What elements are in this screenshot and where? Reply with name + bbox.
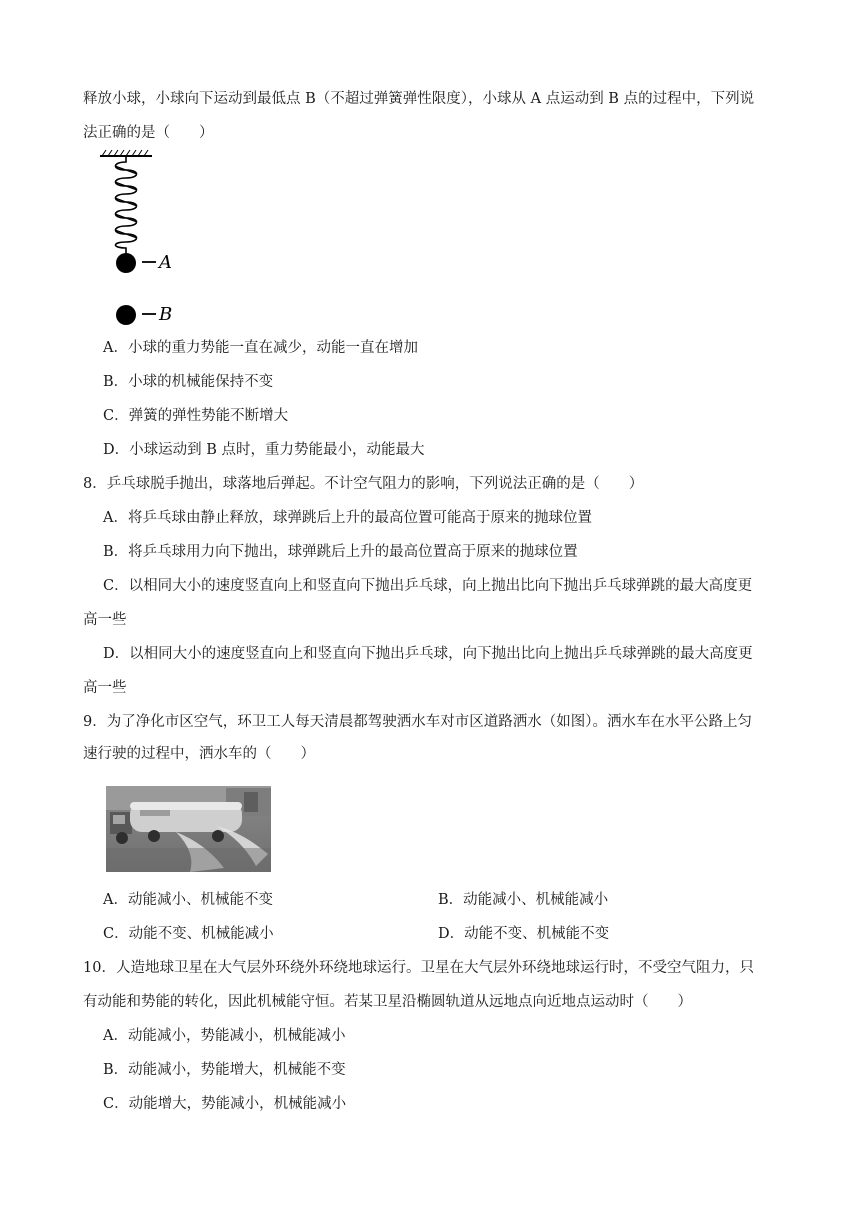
q9-stem-line2: 速行驶的过程中，洒水车的（ ） (83, 746, 315, 762)
q9-option-c: C．动能不变、机械能减小 (103, 926, 274, 942)
q8-option-c-line2: 高一些 (83, 612, 127, 628)
q8-option-a: A．将乒乓球由静止释放，球弹跳后上升的最高位置可能高于原来的抛球位置 (103, 510, 592, 526)
q7-option-b: B．小球的机械能保持不变 (103, 374, 274, 390)
q8-option-d-line2: 高一些 (83, 680, 127, 696)
q8-option-b: B．将乒乓球用力向下抛出，球弹跳后上升的最高位置高于原来的抛球位置 (103, 544, 578, 560)
ball-position-b (116, 305, 136, 325)
q9-option-a: A．动能减小、机械能不变 (103, 892, 273, 908)
q7-stem-line2: 法正确的是（ ） (83, 125, 214, 141)
q10-option-a: A．动能减小，势能减小，机械能减小 (103, 1028, 346, 1044)
q10-option-b: B．动能减小，势能增大，机械能不变 (103, 1062, 346, 1078)
q10-option-c: C．动能增大，势能减小，机械能减小 (103, 1096, 347, 1112)
ball-position-a (116, 253, 136, 273)
label-b: B (159, 304, 173, 325)
q10-stem-line1: 10．人造地球卫星在大气层外环绕外环绕地球运行。卫星在大气层外环绕地球运行时，不受空气阻力，只 (83, 960, 754, 976)
q10-stem-line2: 有动能和势能的转化，因此机械能守恒。若某卫星沿椭圆轨道从远地点向近地点运动时（ ） (83, 994, 692, 1010)
q7-option-c: C．弹簧的弹性势能不断增大 (103, 408, 289, 424)
q8-stem: 8．乒乓球脱手抛出，球落地后弹起。不计空气阻力的影响，下列说法正确的是（ ） (83, 476, 644, 492)
q7-stem-line1: 释放小球，小球向下运动到最低点 B（不超过弹簧弹性限度），小球从 A 点运动到 B 点的过程中，下列说 (83, 91, 755, 107)
sprinkler-truck-photo (106, 786, 271, 872)
q7-option-d: D．小球运动到 B 点时，重力势能最小，动能最大 (103, 442, 425, 458)
q9-stem-line1: 9．为了净化市区空气，环卫工人每天清晨都驾驶洒水车对市区道路洒水（如图）。洒水车在水平公路上匀 (83, 714, 752, 730)
q8-option-c-line1: C．以相同大小的速度竖直向上和竖直向下抛出乒乓球，向上抛出比向下抛出乒乓球弹跳的最大高度更 (103, 578, 753, 594)
q9-option-b: B．动能减小、机械能减小 (438, 892, 609, 908)
spring (116, 156, 137, 256)
q8-option-d-line1: D．以相同大小的速度竖直向上和竖直向下抛出乒乓球，向下抛出比向上抛出乒乓球弹跳的最大高度更 (103, 646, 753, 662)
q9-option-d: D．动能不变、机械能不变 (438, 926, 610, 942)
label-a: A (159, 252, 172, 273)
q7-option-a: A．小球的重力势能一直在减少，动能一直在增加 (103, 340, 418, 356)
ceiling-support (100, 150, 152, 156)
spring-ball-figure (96, 148, 186, 328)
